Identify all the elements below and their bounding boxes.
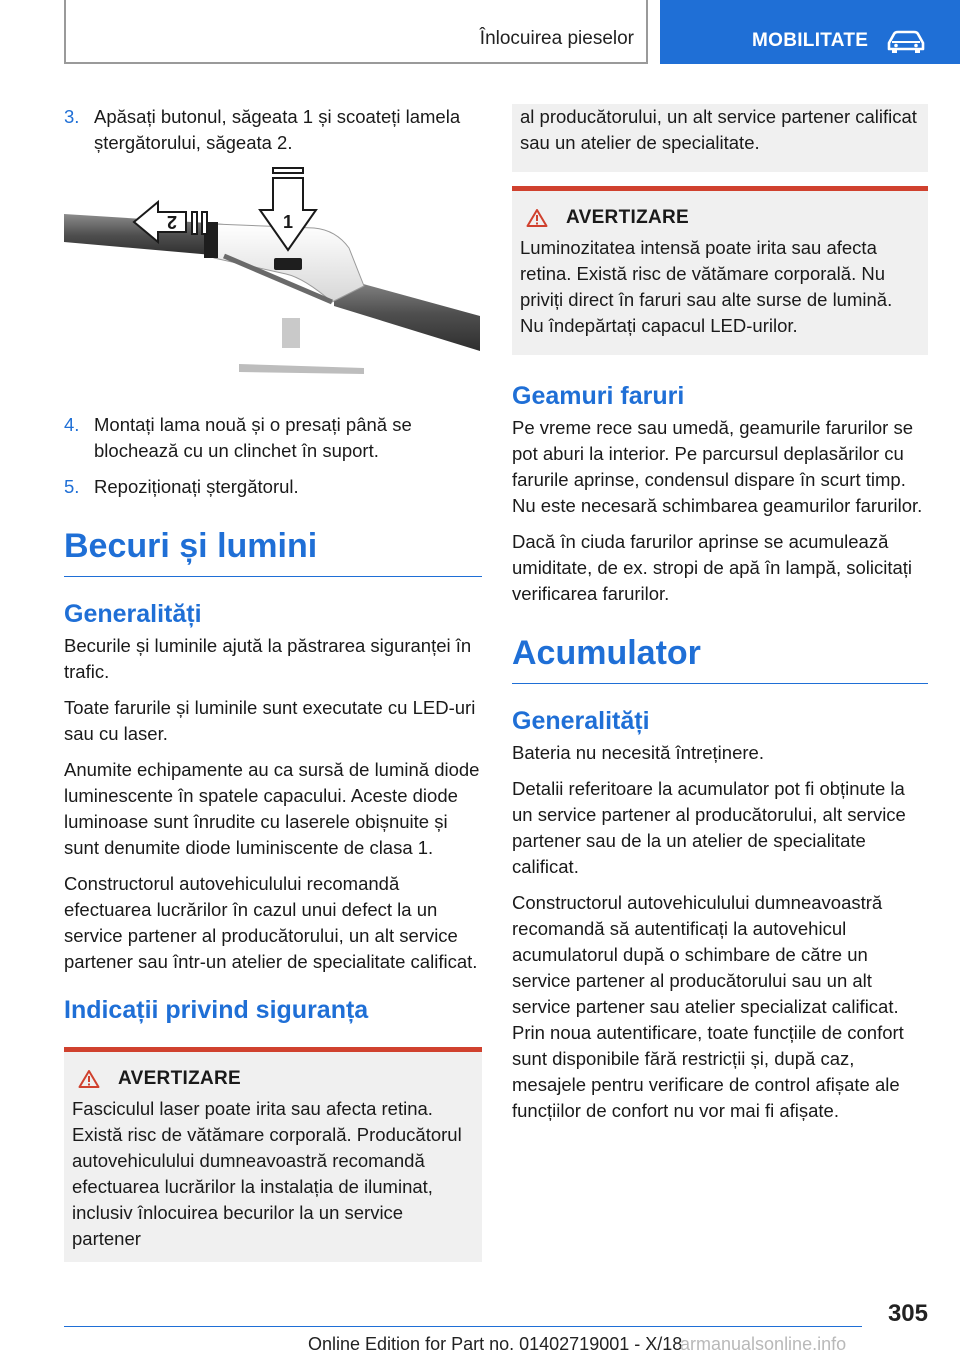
warning-box xyxy=(64,1047,482,1262)
step-text: Apăsați butonul, săgeata 1 și scoateți lamela ștergătorului, săgeata 2. xyxy=(94,106,461,153)
section-title-battery: Acumulator xyxy=(512,633,928,684)
step-item xyxy=(64,474,482,500)
subsection-title-headlight-glass: Geamuri faruri xyxy=(512,382,685,410)
paragraph: Dacă în ciuda farurilor aprinse se acumulează umiditate, de ex. stropi de apă în lampă, solicitați verificarea farurilor. xyxy=(512,531,913,604)
left-column xyxy=(64,104,482,1262)
paragraph: Anumite echipamente au ca sursă de lumină diode luminescente în spatele capacului. Aceste diode luminoase sunt înrudite cu laserele obișnuite și sunt denumite diode luminiscente de clasa 1. xyxy=(64,759,480,858)
car-icon xyxy=(886,28,926,59)
warning-box xyxy=(512,186,928,355)
warning-header xyxy=(520,205,920,231)
warning-label: AVERTIZARE xyxy=(118,1068,241,1089)
header-chapter-title: MOBILITATE xyxy=(752,30,869,51)
paragraph: Becurile și luminile ajută la păstrarea siguranței în trafic. xyxy=(64,635,472,682)
continued-text: al producătorului, un alt service partener calificat sau un atelier de specialitate. xyxy=(520,106,917,153)
arrow-1-label: 1 xyxy=(282,212,294,232)
step-item xyxy=(64,104,482,156)
paragraph: Bateria nu necesită întreținere. xyxy=(512,742,764,763)
step-number: 5. xyxy=(64,476,80,497)
wiper-illustration xyxy=(64,166,480,396)
step-item xyxy=(64,412,482,464)
paragraph: Detalii referitoare la acumulator pot fi obținute la un service partener al producătorului, alt service partener sau de la un atelier de specialitate calificat. xyxy=(512,778,906,877)
warning-icon xyxy=(526,208,548,228)
paragraph: Toate farurile și luminile sunt executate cu LED-uri sau cu laser. xyxy=(64,697,476,744)
step-text: Repoziționați ștergătorul. xyxy=(94,476,299,497)
paragraph: Constructorul autovehiculului dumneavoastră recomandă să autentificați la autovehicul acumulatorul după o schimbare de către un service partener al producătorului sau un alt service partener sau atelier specializat calificat. Prin noua autentificare, toate funcțiile de confort sunt disponibile fără restricții și, după caz, mesajele pentru verificare de control afișate ale funcțiilor de confort nu vor mai fi afișate. xyxy=(512,892,904,1121)
warning-header xyxy=(72,1066,474,1092)
footer-edition: Online Edition for Part no. 01402719001 - X/18 xyxy=(308,1334,683,1354)
section-title-bulbs: Becuri și lumini xyxy=(64,526,482,577)
step-text: Montați lama nouă și o presați până se blochează cu un clinchet în suport. xyxy=(94,414,412,461)
arrow-2-label: 2 xyxy=(166,212,178,232)
header-section-box xyxy=(64,0,648,64)
page-number: 305 xyxy=(887,1300,928,1327)
step-number: 4. xyxy=(64,414,80,435)
subsection-title-general: Generalități xyxy=(64,600,202,628)
watermark: armanualsonline.info xyxy=(680,1334,847,1354)
paragraph: Pe vreme rece sau umedă, geamurile farurilor se pot aburi la interior. Pe parcursul deplasărilor cu farurile aprinse, condensul dispare în scurt timp. Nu este necesară schimbarea geamurilor farurilor. xyxy=(512,417,923,516)
paragraph: Constructorul autovehiculului recomandă efectuarea lucrărilor în cazul unui defect la un service partener al producătorului, un alt service partener sau într-un atelier de specialitate calificat. xyxy=(64,873,478,972)
warning-text: Fasciculul laser poate irita sau afecta retina. Există risc de vătămare corporală. Producătorul autovehiculului dumneavoastră recomandă efectuarea lucrărilor la instalația de iluminat, inclusiv înlocuirea becurilor la un service partener xyxy=(72,1098,462,1249)
step-number: 3. xyxy=(64,106,80,127)
subsection-title-general: Generalități xyxy=(512,707,650,735)
continued-text-box xyxy=(512,104,928,172)
footer-rule xyxy=(64,1326,862,1327)
warning-icon xyxy=(78,1069,100,1089)
subsection-title-safety: Indicații privind siguranța xyxy=(64,996,369,1024)
header-chapter-tab[interactable] xyxy=(660,0,960,64)
warning-label: AVERTIZARE xyxy=(566,207,689,228)
header-section-title: Înlocuirea pieselor xyxy=(479,28,634,49)
right-column xyxy=(512,104,928,1134)
warning-text: Luminozitatea intensă poate irita sau afecta retina. Există risc de vătămare corporală. Nu priviți direct în faruri sau alte surse de lumină. Nu îndepărtați capacul LED-urilor. xyxy=(520,237,893,336)
